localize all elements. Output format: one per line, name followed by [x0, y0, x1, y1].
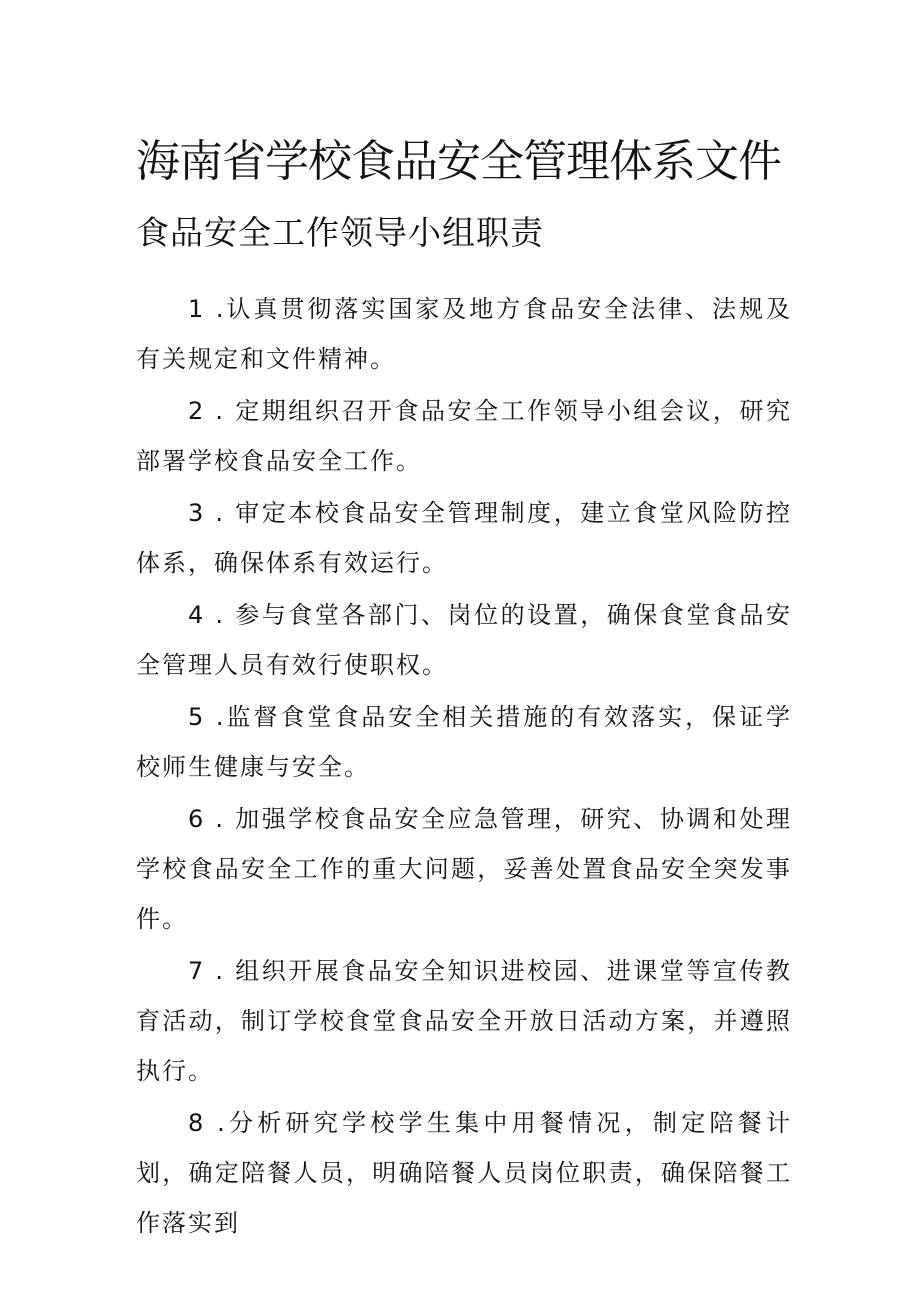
- duty-item-5: 5 .监督食堂食品安全相关措施的有效落实，保证学校师生健康与安全。: [136, 703, 792, 781]
- duty-item-4: 4 . 参与食堂各部门、岗位的设置，确保食堂食品安全管理人员有效行使职权。: [136, 601, 792, 679]
- duty-item-3: 3 . 审定本校食品安全管理制度，建立食堂风险防控体系，确保体系有效运行。: [136, 499, 792, 577]
- duty-item-1: 1 .认真贯彻落实国家及地方食品安全法律、法规及有关规定和文件精神。: [136, 295, 792, 373]
- document-title: 海南省学校食品安全管理体系文件: [136, 136, 781, 187]
- duty-list: [136, 284, 792, 1250]
- duty-item-2: 2 . 定期组织召开食品安全工作领导小组会议，研究部署学校食品安全工作。: [136, 397, 792, 475]
- document-subtitle: 食品安全工作领导小组职责: [136, 213, 544, 252]
- duty-item-6: 6 . 加强学校食品安全应急管理，研究、协调和处理学校食品安全工作的重大问题，妥善处置食品安全突发事件。: [136, 805, 792, 933]
- duty-item-7: 7 . 组织开展食品安全知识进校园、进课堂等宣传教育活动，制订学校食堂食品安全开放日活动方案，并遵照执行。: [136, 957, 792, 1085]
- duty-item-8: 8 .分析研究学校学生集中用餐情况，制定陪餐计划，确定陪餐人员，明确陪餐人员岗位职责，确保陪餐工作落实到: [136, 1109, 792, 1237]
